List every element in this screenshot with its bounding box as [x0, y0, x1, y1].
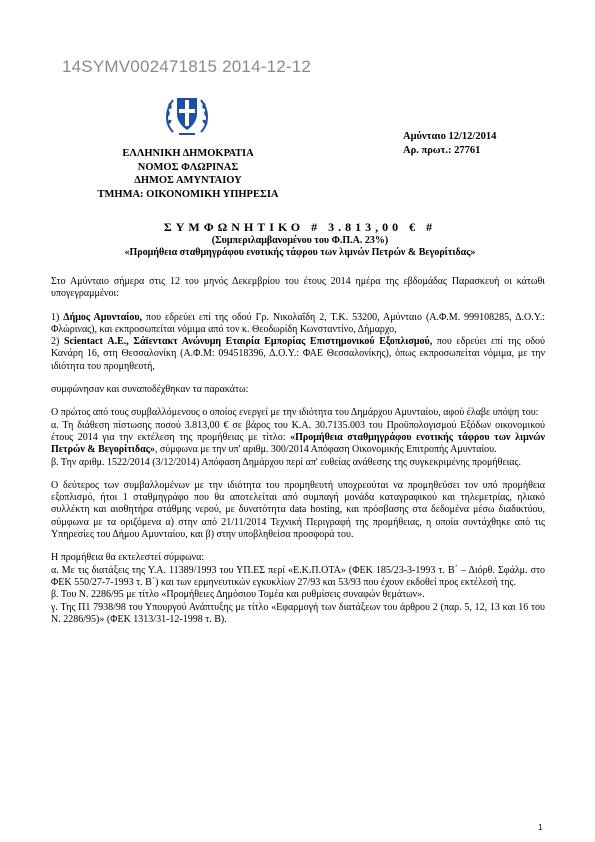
- execution-intro: Η προμήθεια θα εκτελεστεί σύμφωνα:: [51, 552, 205, 564]
- law-c: γ. Της Π1 7938/98 του Υπουργού Ανάπτυξης με τίτλο «Εφαρμογή των διατάξεων του άρθρου 2 (παρ. 5, 12, 13 και 16 του Ν. 2286/95)» (ΦΕΚ 1313/31-12-1998 τ. Β).: [51, 601, 545, 625]
- party-two: [51, 336, 545, 373]
- place-date: Αμύνταιο 12/12/2014: [403, 131, 497, 142]
- party-two-details: που εδρεύει επί της οδού Κανάρη 16, στη Θεσσαλονίκη (Α.Φ.Μ: 094518396, Δ.Ο.Υ.: ΦΑΕ Θεσσαλονίκης), όπως εκπροσωπείται νόμιμα, με την ιδιότητα του προμηθευτή,: [51, 336, 545, 372]
- authority-line: ΤΜΗΜΑ: ΟΙΚΟΝΟΜΙΚΗ ΥΠΗΡΕΣΙΑ: [97, 188, 279, 200]
- agreed-paragraph: συμφώνησαν και συναποδέχθηκαν τα παρακάτω:: [51, 384, 249, 396]
- contract-vat-note: (Συμπεριλαμβανομένου του Φ.Π.Α. 23%): [211, 235, 389, 246]
- item-a-end: , σύμφωνα με την υπ' αριθμ. 300/2014 Απόφαση Οικονομικής Επιτροπής Αμυνταίου.: [154, 444, 497, 456]
- party-one-name: Δήμος Αμυνταίου,: [63, 311, 143, 323]
- contract-body: [51, 276, 545, 626]
- protocol-number: Αρ. πρωτ.: 27761: [403, 144, 481, 156]
- item-a: [51, 420, 545, 457]
- item-a-title: «Προμήθεια σταθμηγράφου ενοτικής τάφρου των λιμνών Πετρών & Βεγορίτιδας»: [51, 431, 545, 456]
- contract-subject: «Προμήθεια σταθμηγράφου ενοτικής τάφρου των λιμνών Πετρών & Βεγορίτιδας»: [124, 247, 476, 258]
- party-one: [51, 312, 545, 337]
- page-number: 1: [538, 823, 543, 832]
- authority-line: ΝΟΜΟΣ ΦΛΩΡΙΝΑΣ: [137, 161, 239, 173]
- law-a: α. Με τις διατάξεις της Υ.Α. 11389/1993 του ΥΠ.ΕΣ περί «Ε.Κ.Π.ΟΤΑ» (ΦΕΚ 185/23-3-1993 τ. Β΄ – Διόρθ. Σφάλμ. στο ΦΕΚ 550/27-7-1993 τ. Β΄) και των ερμηνευτικών εγκυκλίων 27/93 και 53/93 που έχουν εκδοθεί προς εκτέλεσή της.: [51, 564, 545, 588]
- item-b: β. Την αριθμ. 1522/2014 (3/12/2014) Απόφαση Δημάρχου περί απ' ευθείας ανάθεσης της συγκεκριμένης προμήθειας.: [51, 456, 522, 468]
- authority-line: ΔΗΜΟΣ ΑΜΥΝΤΑΙΟΥ: [134, 175, 242, 186]
- second-party-paragraph: Ο δεύτερος των συμβαλλομένων με την ιδιότητα του προμηθευτή υποχρεούται να προμηθεύσει τον υπό προμήθεια εξοπλισμό, ήτοι 1 σταθμηγράφο που θα αποτελείται από συμπαγή μονάδα καταγραφικού και τηλεμετρίας, ηλιακό συλλέκτη και αισθητήρα στάθμης νερού, με δυνατότητα data hosting, και πρόσβασης στα δεδομένα μέσω διαδικτύου, σύμφωνα με τα οριζόμενα α) στην από 21/11/2014 Τεχνική Περιγραφή της προμήθειας, η οποία συντάχθηκε από τις Υπηρεσίες του Δήμου Αμυνταίου, και β) στην υποβληθείσα προσφορά του.: [51, 479, 545, 541]
- authority-line: ΕΛΛΗΝΙΚΗ ΔΗΜΟΚΡΑΤΙΑ: [122, 148, 254, 159]
- issuing-authority: [96, 147, 280, 201]
- party-two-number: 2): [51, 336, 64, 348]
- reference-block: [403, 130, 496, 157]
- party-one-details: που εδρεύει επί της οδού Γρ. Νικολαΐδη 2, Τ.Κ. 53200, Αμύνταιο (Α.Φ.Μ. 999108285, Δ.Ο.Υ.: Φλώρινας), και εκπροσωπείται νόμιμα από τον κ. Θεοδωρίδη Κωνσταντίνο, Δήμαρχο,: [51, 311, 545, 335]
- intro-paragraph: Στο Αμύνταιο σήμερα στις 12 του μηνός Δεκεμβρίου του έτους 2014 ημέρα της εβδομάδας Παρασκευή οι κάτωθι υπογεγραμμένοι:: [51, 276, 545, 300]
- party-two-name: Scientact Α.Ε., Σάϊεντακτ Ανώνυμη Εταιρία Εμπορίας Επιστημονικού Εξοπλισμού,: [63, 336, 433, 348]
- law-b: β. Του Ν. 2286/95 με τίτλο «Προμήθειες Δημόσιου Τομέα και ρυθμίσεις συναφών θεμάτων».: [51, 589, 425, 601]
- item-a-text: α. Τη διάθεση πίστωσης ποσού 3.813,00 € σε βάρος του Κ.Α. 30.7135.003 του Προϋπολογισμού Εξόδων οικονομικού έτους 2014 για την εκτέλεση της προμήθειας με τίτλο:: [51, 419, 545, 443]
- contract-title: ΣΥΜΦΩΝΗΤΙΚΟ # 3.813,00 € #: [163, 220, 437, 234]
- greek-coat-of-arms-icon: [163, 92, 211, 138]
- first-party-paragraph: Ο πρώτος από τους συμβαλλόμενους ο οποίος ενεργεί με την ιδιότητα του Δημάρχου Αμυνταίου, αφού έλαβε υπόψη του:: [51, 407, 539, 419]
- party-one-number: 1): [51, 311, 64, 323]
- document-id: 14SYMV002471815 2014-12-12: [62, 57, 312, 76]
